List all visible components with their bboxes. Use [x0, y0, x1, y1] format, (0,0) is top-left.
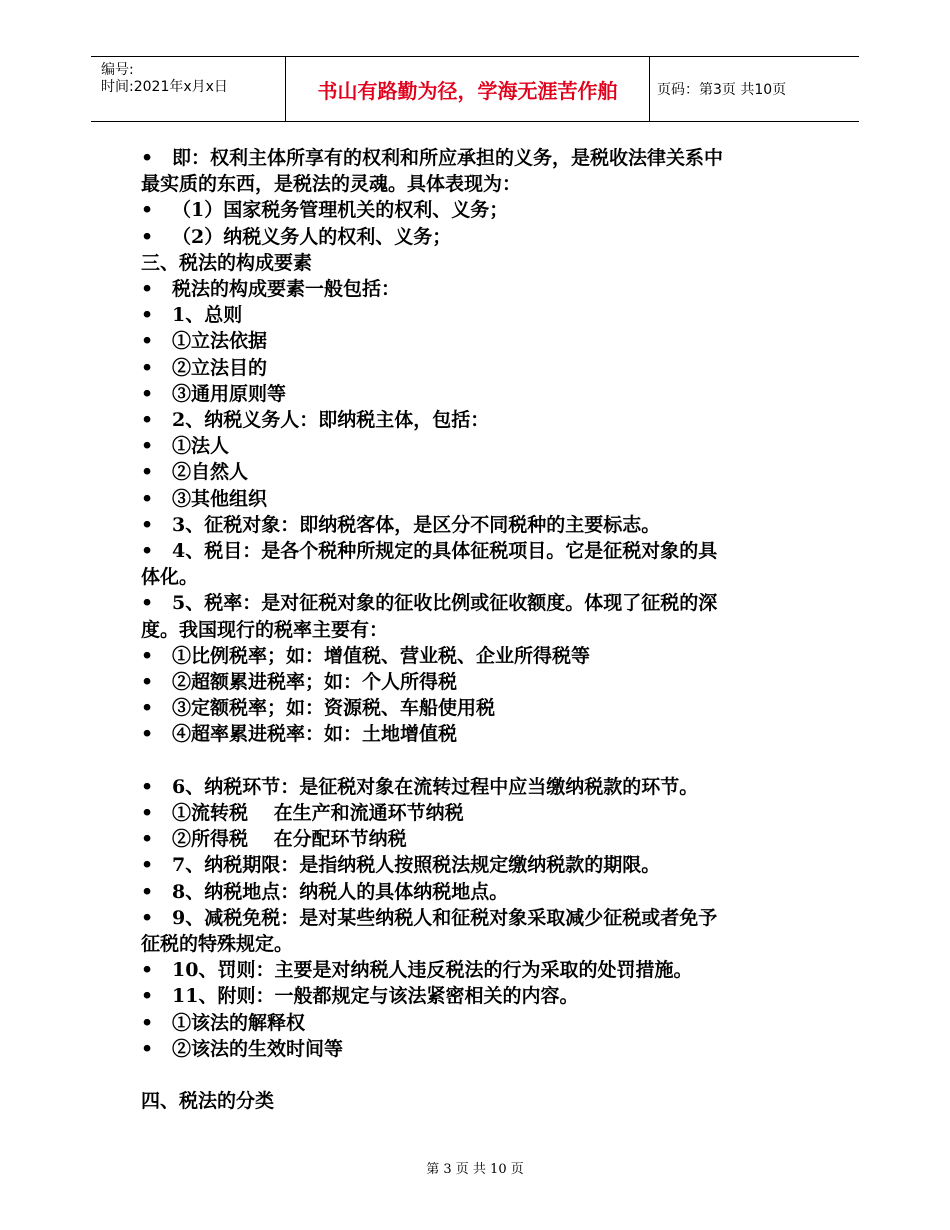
bullet-item — [141, 302, 831, 328]
item-text: 税法的构成要素一般包括： — [172, 278, 401, 301]
item-text: 9、减税免税：是对某些纳税人和征税对象采取减少征税或者免予 — [172, 906, 718, 929]
bullet-icon: • — [141, 723, 154, 746]
item-text: 10、罚则：主要是对纳税人违反税法的行为采取的处罚措施。 — [172, 959, 693, 982]
bullet-icon: • — [141, 985, 154, 1008]
bullet-item — [141, 459, 831, 485]
bullet-item — [141, 512, 831, 538]
item-text: ②该法的生效时间等 — [172, 1037, 344, 1060]
bullet-icon: • — [141, 225, 154, 248]
blank-line — [141, 1062, 831, 1088]
bullet-item — [141, 1010, 831, 1036]
blank-line — [141, 748, 831, 774]
bullet-item — [141, 145, 831, 171]
bullet-item — [141, 879, 831, 905]
bullet-item — [141, 852, 831, 878]
item-text: 2、纳税义务人：即纳税主体，包括： — [172, 409, 490, 432]
item-text: 5、税率：是对征税对象的征收比例或征收额度。体现了征税的深 — [172, 592, 718, 615]
bullet-item — [141, 328, 831, 354]
bullet-icon: • — [141, 802, 154, 825]
bullet-icon: • — [141, 906, 154, 929]
bullet-icon: • — [141, 592, 154, 615]
bullet-icon: • — [141, 487, 154, 510]
continuation-text: 度。我国现行的税率主要有： — [141, 618, 389, 641]
bullet-icon: • — [141, 382, 154, 405]
bullet-item — [141, 695, 831, 721]
item-text: 1、总则 — [172, 304, 243, 327]
header-meta-cell — [91, 57, 286, 121]
bullet-item — [141, 643, 831, 669]
bullet-item — [141, 957, 831, 983]
header-motto: 书山有路勤为径，学海无涯苦作舶 — [286, 57, 650, 121]
document-body — [141, 145, 831, 1114]
bullet-icon: • — [141, 304, 154, 327]
bullet-icon: • — [141, 147, 154, 169]
section-heading: 四、税法的分类 — [141, 1090, 275, 1113]
item-text: ③定额税率；如：资源税、车船使用税 — [172, 697, 496, 720]
bullet-icon: • — [141, 435, 154, 458]
item-text: ①该法的解释权 — [172, 1011, 306, 1034]
continuation-text: 最实质的东西，是税法的灵魂。具体表现为： — [141, 173, 522, 196]
number-label: 编号: — [101, 62, 134, 78]
item-text: 4、税目：是各个税种所规定的具体征税项目。它是征税对象的具 — [172, 540, 718, 563]
bullet-item — [141, 538, 831, 564]
item-text: 3、征税对象：即纳税客体，是区分不同税种的主要标志。 — [172, 513, 661, 536]
bullet-item — [141, 486, 831, 512]
item-text: （1）国家税务管理机关的权利、义务； — [172, 199, 509, 222]
bullet-item — [141, 721, 831, 747]
continuation-text: 征税的特殊规定。 — [141, 933, 294, 956]
item-text: ①法人 — [172, 435, 230, 458]
bullet-item — [141, 197, 831, 223]
item-text: ①立法依据 — [172, 330, 268, 353]
item-text: ③通用原则等 — [172, 382, 287, 405]
bullet-item — [141, 381, 831, 407]
bullet-icon: • — [141, 697, 154, 720]
header-page-info: 页码：第3页 共10页 — [657, 82, 787, 98]
continuation-text: 体化。 — [141, 566, 199, 589]
item-text: 即：权利主体所享有的权利和所应承担的义务，是税收法律关系中 — [172, 147, 724, 169]
bullet-icon: • — [141, 959, 154, 982]
item-text: 11、附则：一般都规定与该法紧密相关的内容。 — [172, 985, 579, 1008]
item-text: ④超率累进税率：如：土地增值税 — [172, 723, 458, 746]
bullet-icon: • — [141, 409, 154, 432]
bullet-item — [141, 590, 831, 616]
bullet-item — [141, 905, 831, 931]
bullet-item — [141, 774, 831, 800]
bullet-icon: • — [141, 880, 154, 903]
bullet-icon: • — [141, 854, 154, 877]
section-heading: 三、税法的构成要素 — [141, 251, 313, 274]
bullet-icon: • — [141, 775, 154, 798]
bullet-icon: • — [141, 199, 154, 222]
bullet-item — [141, 826, 831, 852]
bullet-item — [141, 276, 831, 302]
bullet-item — [141, 669, 831, 695]
item-text: 8、纳税地点：纳税人的具体纳税地点。 — [172, 880, 509, 903]
item-text: ②自然人 — [172, 461, 249, 484]
item-text: ②所得税 在分配环节纳税 — [172, 828, 407, 851]
bullet-item — [141, 1036, 831, 1062]
bullet-icon: • — [141, 540, 154, 563]
bullet-icon: • — [141, 1037, 154, 1060]
document-header — [91, 56, 859, 122]
item-text: ②立法目的 — [172, 356, 268, 379]
bullet-item — [141, 407, 831, 433]
time-label: 时间:2021年x月x日 — [101, 79, 228, 95]
page-footer: 第 3 页 共 10 页 — [426, 1162, 524, 1177]
item-text: ①比例税率；如：增值税、营业税、企业所得税等 — [172, 644, 591, 667]
bullet-icon: • — [141, 671, 154, 694]
bullet-icon: • — [141, 828, 154, 851]
bullet-item — [141, 433, 831, 459]
bullet-icon: • — [141, 1011, 154, 1034]
bullet-item — [141, 983, 831, 1009]
item-text: 6、纳税环节：是征税对象在流转过程中应当缴纳税款的环节。 — [172, 775, 699, 798]
bullet-icon: • — [141, 513, 154, 536]
item-text: ②超额累进税率；如：个人所得税 — [172, 671, 458, 694]
bullet-item — [141, 800, 831, 826]
item-text: ①流转税 在生产和流通环节纳税 — [172, 802, 464, 825]
item-text: ③其他组织 — [172, 487, 268, 510]
bullet-icon: • — [141, 330, 154, 353]
bullet-icon: • — [141, 461, 154, 484]
bullet-icon: • — [141, 278, 154, 301]
item-text: （2）纳税义务人的权利、义务； — [172, 225, 452, 248]
bullet-item — [141, 355, 831, 381]
bullet-icon: • — [141, 644, 154, 667]
bullet-item — [141, 224, 831, 250]
item-text: 7、纳税期限：是指纳税人按照税法规定缴纳税款的期限。 — [172, 854, 661, 877]
bullet-icon: • — [141, 356, 154, 379]
